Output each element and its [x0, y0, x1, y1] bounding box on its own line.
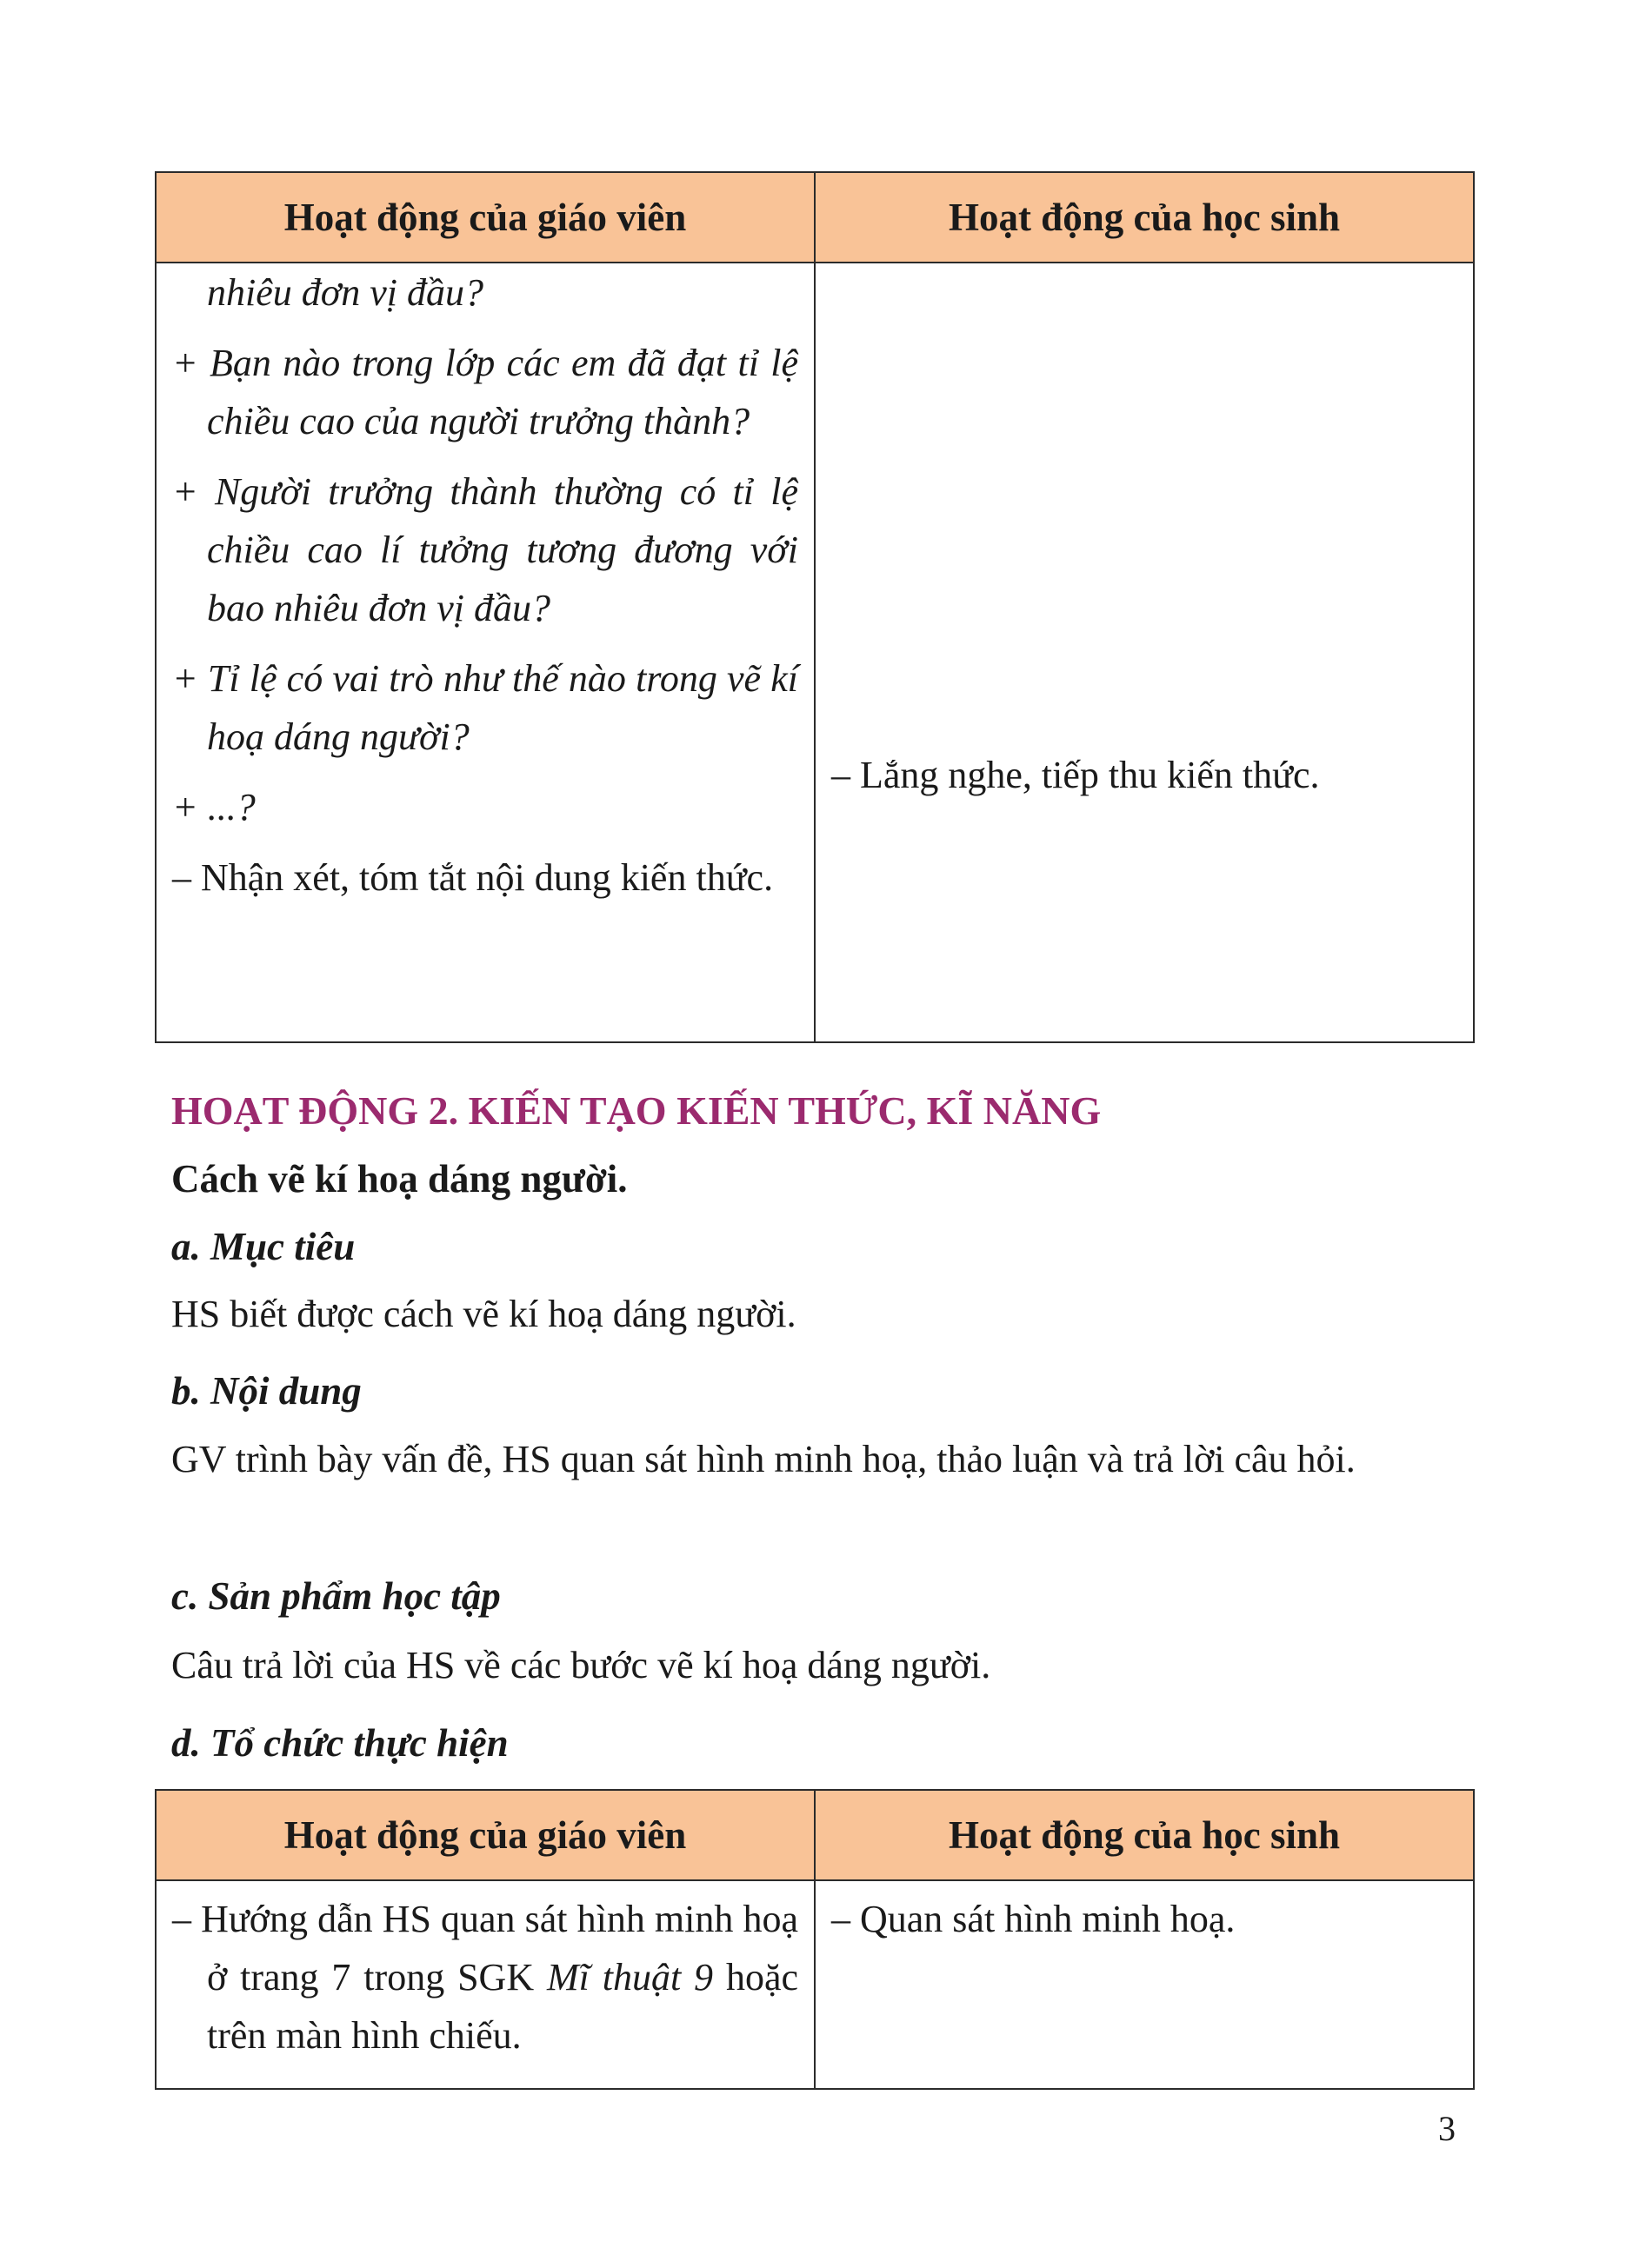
activity-table-1 — [155, 171, 1475, 1043]
student-line: – Lắng nghe, tiếp thu kiến thức. — [831, 754, 1320, 796]
teacher-line: + Bạn nào trong lớp các em đã đạt tỉ lệ chiều cao của người trưởng thành? — [172, 342, 798, 442]
header-student-activity: Hoạt động của học sinh — [815, 172, 1474, 263]
content-title: b. Nội dung — [171, 1369, 362, 1413]
teacher-activity-cell — [156, 1880, 815, 2089]
teacher-line: + ...? — [172, 786, 256, 828]
objective-title: a. Mục tiêu — [171, 1225, 356, 1268]
student-activity-cell — [815, 263, 1474, 1042]
activity-2-subheading: Cách vẽ kí hoạ dáng người. — [171, 1157, 628, 1201]
textbook-title: Mĩ thuật 9 — [546, 1956, 714, 1999]
activity-2-heading: HOẠT ĐỘNG 2. KIẾN TẠO KIẾN THỨC, KĨ NĂNG — [171, 1088, 1102, 1133]
teacher-line: – Nhận xét, tóm tắt nội dung kiến thức. — [172, 856, 774, 899]
teacher-line: nhiêu đơn vị đầu? — [207, 271, 483, 314]
product-title: c. Sản phẩm học tập — [171, 1574, 501, 1618]
header-teacher-activity: Hoạt động của giáo viên — [156, 1790, 815, 1880]
header-teacher-activity: Hoạt động của giáo viên — [156, 172, 815, 263]
objective-text: HS biết được cách vẽ kí hoạ dáng người. — [171, 1293, 796, 1335]
header-student-activity: Hoạt động của học sinh — [815, 1790, 1474, 1880]
content-text: GV trình bày vấn đề, HS quan sát hình minh hoạ, thảo luận và trả lời câu hỏi. — [171, 1438, 1356, 1480]
student-line: – Quan sát hình minh hoạ. — [831, 1898, 1236, 1940]
teacher-text-before: – Hướng dẫn HS quan sát hình minh hoạ ở trang 7 trong SGK — [172, 1898, 798, 1999]
page-number: 3 — [1438, 2109, 1456, 2148]
teacher-text-after: hoặc trên màn hình chiếu. — [207, 1956, 798, 2057]
product-text: Câu trả lời của HS về các bước vẽ kí hoạ dáng người. — [171, 1644, 991, 1686]
student-activity-cell — [815, 1880, 1474, 2089]
teacher-line — [172, 1890, 798, 2065]
organization-title: d. Tổ chức thực hiện — [171, 1721, 509, 1765]
teacher-activity-cell — [156, 263, 815, 1042]
activity-table-2 — [155, 1789, 1475, 2090]
teacher-line: + Người trưởng thành thường có tỉ lệ chiều cao lí tưởng tương đương với bao nhiêu đơn vị đầu? — [172, 470, 798, 629]
teacher-line: + Tỉ lệ có vai trò như thế nào trong vẽ kí hoạ dáng người? — [172, 657, 798, 758]
